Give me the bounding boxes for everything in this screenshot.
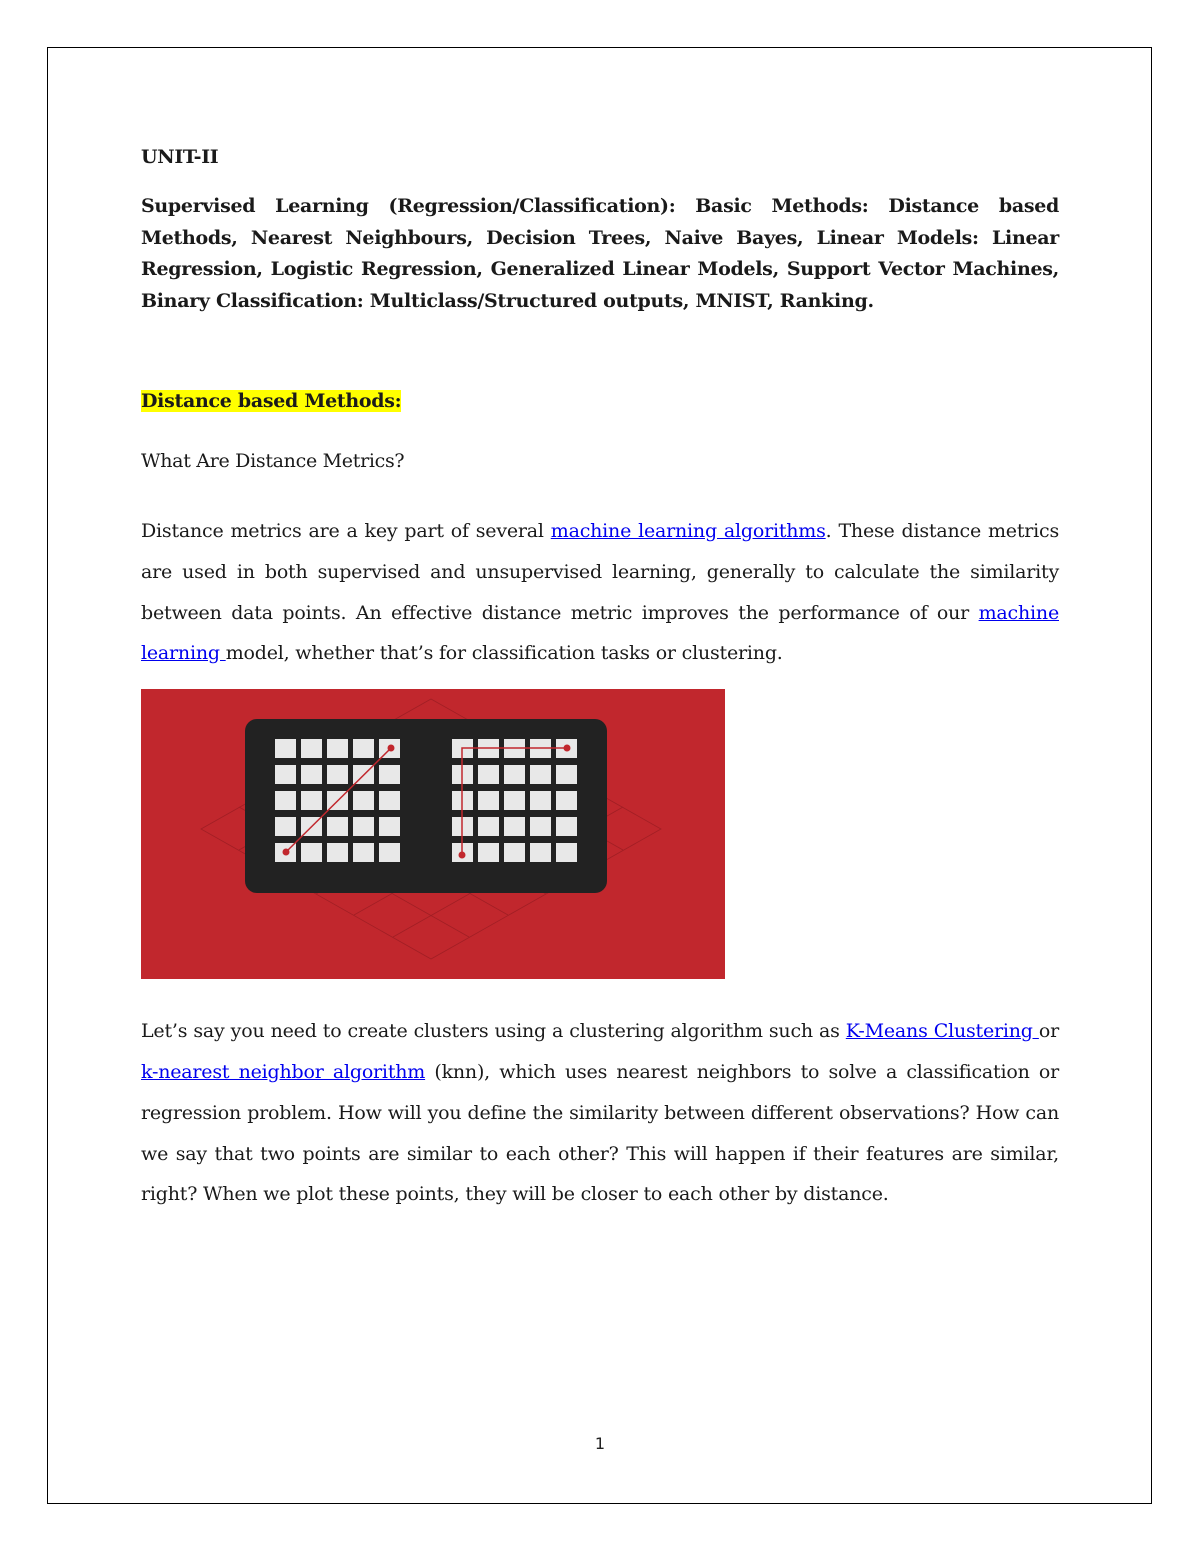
question-heading: What Are Distance Metrics? — [141, 450, 405, 472]
grid-right — [452, 739, 577, 862]
paragraph-text: Distance metrics are a key part of several — [141, 520, 551, 542]
link-k-nearest-neighbor-algorithm[interactable]: k-nearest neighbor algorithm — [141, 1060, 426, 1083]
paragraph-text: . These distance metrics are used in both supervised and unsupervised learning, generally to calculate the similarity between data points. An effective distance metric improves the performance of our — [141, 520, 1060, 624]
paragraph-text: (knn), which uses nearest neighbors to solve a classification or regression problem. How will you define the similarity between different observations? How can we say that two points are similar to each other? This will happen if their features are similar, right? When we plot these points, they will be closer to each other by distance. — [141, 1060, 1059, 1206]
link-k-means-clustering[interactable]: K-Means Clustering — [845, 1020, 1039, 1043]
paragraph-distance-metrics — [141, 511, 1059, 674]
paragraph-clustering — [141, 1011, 1059, 1215]
point-marker — [388, 745, 395, 752]
paragraph-text: Let’s say you need to create clusters using a clustering algorithm such as — [141, 1020, 846, 1043]
distance-metrics-illustration — [141, 689, 725, 979]
paragraph-text: or — [1038, 1020, 1059, 1043]
section-heading — [141, 384, 1059, 418]
syllabus-topics: Supervised Learning (Regression/Classification): Basic Methods: Distance based Methods, Nearest Neighbours, Decision Trees, Naive Bayes, Linear Models: Linear Regression, Logistic Regression, Generalized Linear Models, Support Vector Machines, Binary Classification: Multiclass/Structured outputs, MNIST, Ranking. — [141, 195, 1059, 312]
point-marker — [564, 745, 571, 752]
figure-panel — [245, 719, 607, 893]
unit-title: UNIT-II — [141, 146, 219, 168]
link-machine-learning[interactable]: machine learning — [141, 601, 1059, 665]
page-number: 1 — [594, 1434, 606, 1453]
document-body — [141, 140, 1059, 1215]
paragraph-text: model, whether that’s for classification tasks or clustering. — [225, 642, 783, 665]
highlighted-heading: Distance based Methods: — [141, 390, 402, 412]
point-marker — [283, 849, 290, 856]
link-machine-learning-algorithms[interactable]: machine learning algorithms — [550, 520, 826, 542]
point-marker — [459, 852, 466, 859]
